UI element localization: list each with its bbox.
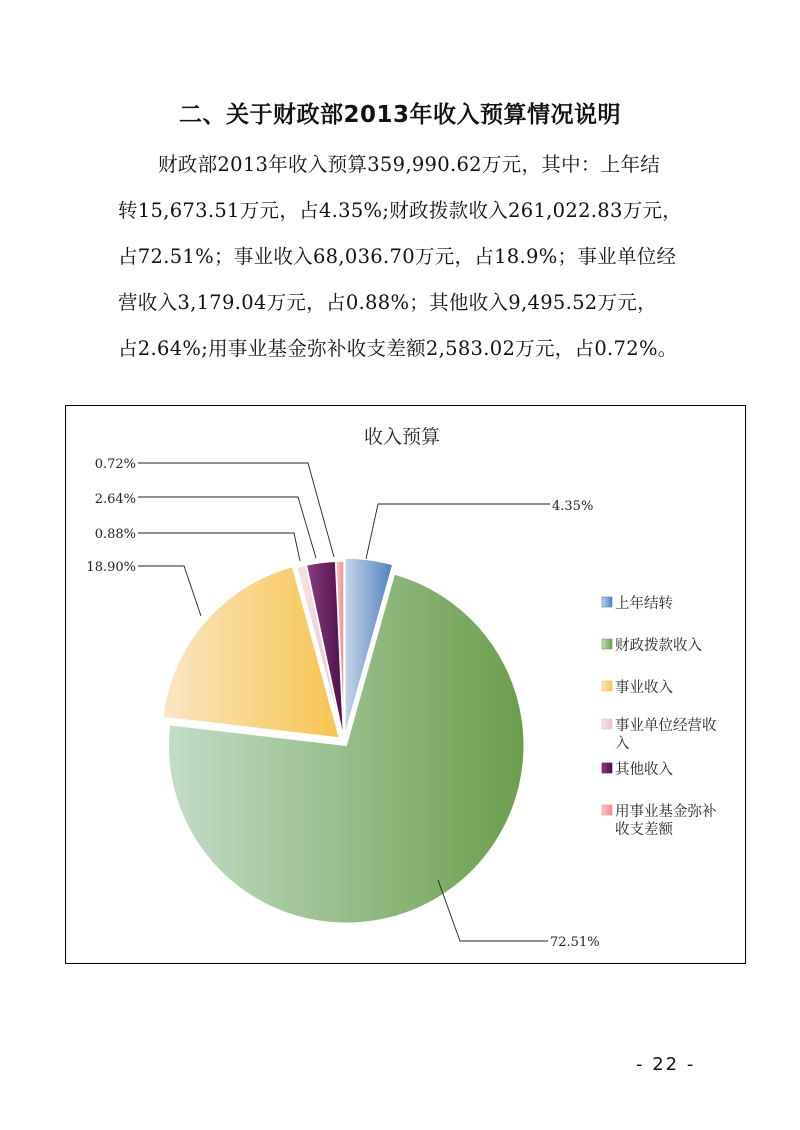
legend-label: 用事业基金弥补 [615, 804, 717, 820]
legend-swatch [602, 763, 612, 773]
legend-swatch [602, 805, 612, 815]
legend-label: 收支差额 [615, 822, 673, 838]
legend-swatch [602, 639, 612, 649]
paragraph-line: 营收入3,179.04万元，占0.88%；其他收入9,495.52万元， [118, 291, 657, 314]
paragraph-line: 财政部2013年收入预算359,990.62万元，其中：上年结 [158, 153, 661, 176]
legend-swatch [602, 681, 612, 691]
legend-swatch [602, 597, 612, 607]
data-label: 0.72% [94, 457, 136, 472]
legend-label: 财政拨款收入 [615, 638, 702, 654]
legend-item [602, 594, 673, 612]
legend-item [602, 679, 673, 696]
data-label: 4.35% [552, 499, 594, 514]
data-label: 72.51% [550, 935, 600, 950]
legend-swatch [602, 719, 612, 729]
legend-label: 上年结转 [615, 596, 673, 612]
pie-chart-frame [65, 405, 746, 964]
legend-label: 事业单位经营收 [615, 718, 717, 734]
data-label: 18.90% [86, 560, 136, 575]
legend-item [602, 761, 673, 778]
chart-title: 收入预算 [363, 426, 441, 448]
section-heading: 二、关于财政部2013年收入预算情况说明 [178, 102, 621, 128]
paragraph-line: 占72.51%；事业收入68,036.70万元，占18.9%；事业单位经 [118, 245, 677, 268]
pie-chart [66, 406, 747, 965]
legend-label: 入 [615, 736, 630, 752]
legend-item [602, 802, 717, 838]
legend-item [602, 716, 717, 752]
leader-line [138, 463, 334, 557]
budget-paragraph [118, 142, 698, 372]
data-label: 2.64% [94, 492, 136, 507]
leader-line [438, 880, 548, 941]
paragraph-line: 转15,673.51万元，占4.35%;财政拨款收入261,022.83万元， [118, 199, 683, 222]
leader-line [366, 504, 550, 559]
chart-legend [602, 594, 717, 838]
leader-line [138, 566, 201, 616]
leader-line [138, 533, 300, 561]
paragraph-line: 占2.64%;用事业基金弥补收支差额2,583.02万元，占0.72%。 [118, 337, 678, 360]
page-number: - 22 - [636, 1054, 696, 1075]
leader-line [138, 497, 316, 558]
legend-item [602, 636, 702, 654]
data-label: 0.88% [94, 527, 136, 542]
pie-slices [163, 558, 525, 923]
legend-label: 事业收入 [615, 680, 673, 696]
legend-label: 其他收入 [615, 762, 673, 778]
